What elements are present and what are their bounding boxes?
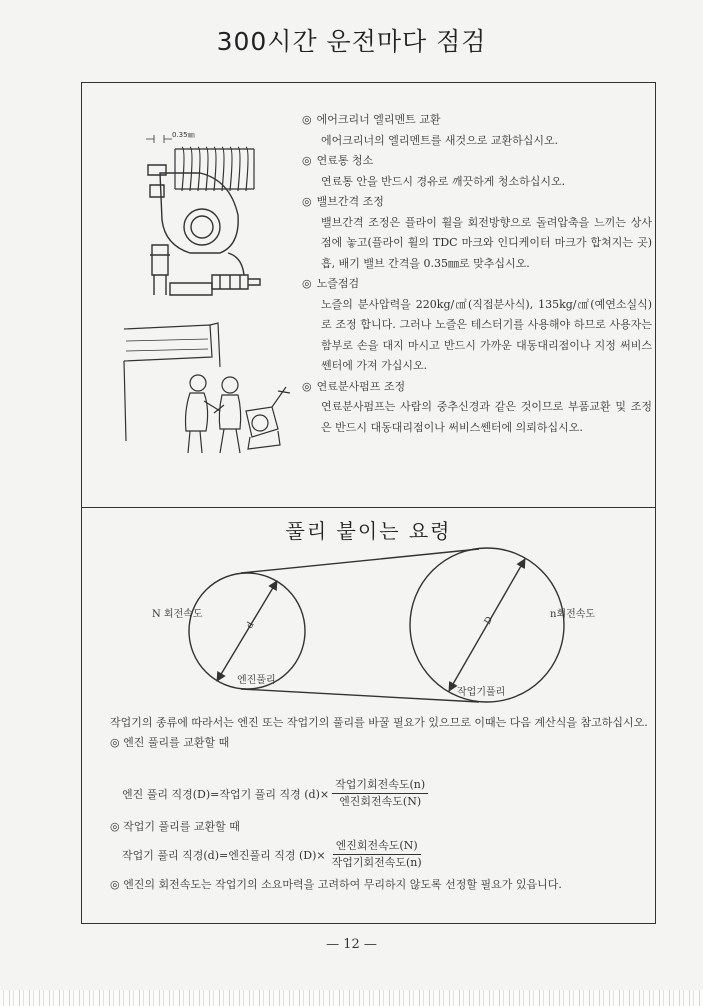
item-heading: 연료통 청소 <box>316 154 374 167</box>
valve-gap-label: 0.35㎜ <box>172 131 195 139</box>
implement-speed-label: n회전속도 <box>550 609 596 620</box>
speed-note: ◎ 엔진의 회전속도는 작업기의 소요마력을 고려하여 무리하지 않도록 선정할 필요가 있읍니다. <box>110 878 562 891</box>
calculation-guide <box>110 713 650 753</box>
valve-rocker-illustration <box>120 125 300 305</box>
section-divider <box>82 507 655 508</box>
case1-heading: ◎ 엔진 풀리를 교환할 때 <box>110 736 230 749</box>
section-title: 풀리 붙이는 요령 <box>285 519 452 543</box>
engine-pulley-label: 엔진풀리 <box>237 675 276 686</box>
item-heading: 밸브간격 조정 <box>316 195 384 208</box>
item-heading: 에어크리너 엘리멘트 교환 <box>316 113 441 126</box>
list-item: ◎ 밸브간격 조정 밸브간격 조정은 플라이 휠을 회전방향으로 돌려압축을 느끼는 상사점에 놓고(플라이 휠의 TDC 마크와 인디케이터 마크가 합쳐지는 곳) 흡, 배기 밸브 간격을 0.35㎜로 맞추십시오. <box>302 192 652 274</box>
inspection-items <box>302 110 652 438</box>
implement-diameter-arrow <box>449 559 525 691</box>
item-body: 에어크리너의 엘리멘트를 새것으로 교환하십시오. <box>321 133 559 147</box>
item-body: 연료통 안을 반드시 경유로 깨끗하게 청소하십시오. <box>321 174 566 188</box>
engine-diameter-arrow <box>217 581 277 681</box>
implement-pulley-formula: 작업기 풀리 직경(d)=엔진풀리 직경 (D)× $\frac{\text{엔진회전속도(N)}}{\text{작업기회전속도(n)}}$ <box>122 839 422 869</box>
item-body: 연료분사펌프는 사람의 중추신경과 같은 것이므로 부품교환 및 조정은 반드시 대동대리점이나 써비스쎈터에 의뢰하십시오. <box>321 400 652 434</box>
item-heading: 연료분사펌프 조정 <box>316 379 406 393</box>
service-center-illustration <box>120 321 300 461</box>
implement-diameter-label: D <box>482 615 496 627</box>
list-item: ◎ 에어크리너 엘리멘트 교환 에어크리너의 엘리멘트를 새것으로 교환하십시오. <box>302 110 652 151</box>
intro-text: 작업기의 종류에 따라서는 엔진 또는 작업기의 풀리를 바꿀 필요가 있으므로 이때는 다음 계산식을 참고하십시오. <box>110 716 648 729</box>
case2-heading: ◎ 작업기 풀리를 교환할 때 <box>110 820 240 833</box>
scan-artifact-strip <box>0 990 703 1006</box>
implement-pulley-label: 작업기풀리 <box>457 687 506 698</box>
pulley-diagram <box>137 541 607 711</box>
list-item: ◎ 연료통 청소 연료통 안을 반드시 경유로 깨끗하게 청소하십시오. <box>302 151 652 192</box>
engine-pulley-formula: 엔진 풀리 직경(D)=작업기 풀리 직경 (d)× $\frac{\text{작업기회전속도(n)}}{\text{엔진회전속도(N)}}$ <box>122 777 428 810</box>
engine-diameter-label: d <box>244 620 257 631</box>
list-item: ◎ 노즐점검 노즐의 분사압력을 220kg/㎠(직접분사식), 135kg/㎠(예연소실식)로 조정 합니다. 그러나 노즐은 테스터기를 사용해야 하므로 사용자는 함부로 손을 대지 마시고 반드시 가까운 대동대리점이나 지정 써비스쎈터에 가져 가십시오. <box>302 274 652 377</box>
engine-speed-label: N 회전속도 <box>152 609 203 620</box>
item-heading: 노즐점검 <box>316 277 360 290</box>
item-body: 노즐의 분사압력을 220kg/㎠(직접분사식), 135kg/㎠(예연소실식)로 조정 합니다. 그러나 노즐은 테스터기를 사용해야 하므로 사용자는 함부로 손을 대지 마시고 반드시 가까운 대동대리점이나 지정 써비스쎈터에 가져 가십시오. <box>321 297 652 372</box>
page-title: 300시간 운전마다 점검 <box>216 27 487 56</box>
list-item: ◎ 연료분사펌프 조정 연료분사펌프는 사람의 중추신경과 같은 것이므로 부품교환 및 조정은 반드시 대동대리점이나 써비스쎈터에 의뢰하십시오. <box>302 377 652 439</box>
item-body: 밸브간격 조정은 플라이 휠을 회전방향으로 돌려압축을 느끼는 상사점에 놓고(플라이 휠의 TDC 마크와 인디케이터 마크가 합쳐지는 곳) 흡, 배기 밸브 간격을 0.35㎜로 맞추십시오. <box>321 215 652 270</box>
belt-bottom <box>241 689 479 702</box>
content-box <box>81 82 656 924</box>
page-number: — 12 — <box>326 937 377 952</box>
valve-spring <box>175 147 254 191</box>
